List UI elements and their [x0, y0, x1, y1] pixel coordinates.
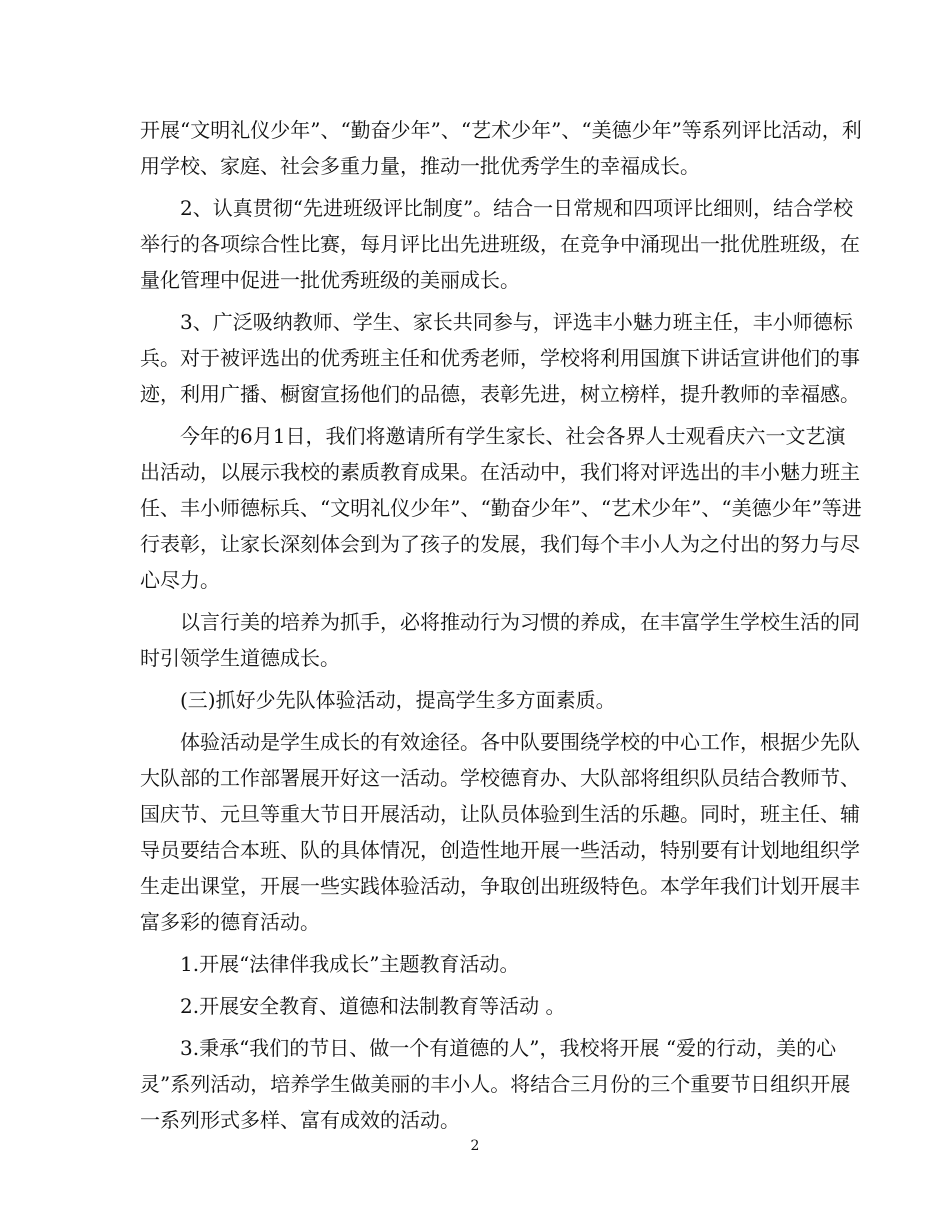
text-line: 以言行美的培养为抓手，必将推动行为习惯的养成，在丰富学生学校生活的同 — [140, 610, 860, 634]
paragraph-4 — [140, 418, 862, 598]
text-line: 出活动，以展示我校的素质教育成果。在活动中，我们将对评选出的丰小魅力班主 — [140, 460, 860, 484]
text-line: 兵。对于被评选出的优秀班主任和优秀老师，学校将利用国旗下讲话宣讲他们的事 — [140, 346, 860, 370]
document-body — [140, 112, 862, 1138]
list-item-2 — [140, 988, 812, 1024]
text-line: (三)抓好少先队体验活动，提高学生多方面素质。 — [140, 688, 616, 712]
page-number: 2 — [470, 1138, 480, 1154]
text-line: 量化管理中促进一批优秀班级的美丽成长。 — [140, 268, 520, 292]
paragraph-1 — [140, 112, 862, 184]
section-heading — [140, 682, 812, 718]
paragraph-3 — [140, 304, 860, 412]
text-line: 迹，利用广播、橱窗宣扬他们的品德，表彰先进，树立榜样，提升教师的幸福感。 — [140, 382, 860, 406]
text-line: 举行的各项综合性比赛，每月评比出先进班级，在竞争中涌现出一批优胜班级，在 — [140, 232, 860, 256]
list-item-3 — [140, 1030, 851, 1138]
text-line: 国庆节、元旦等重大节日开展活动，让队员体验到生活的乐趣。同时，班主任、辅 — [140, 802, 860, 826]
text-line: 2、认真贯彻“先进班级评比制度”。结合一日常规和四项评比细则，结合学校 — [140, 196, 854, 220]
text-line: 用学校、家庭、社会多重力量，推动一批优秀学生的幸福成长。 — [140, 154, 700, 178]
text-line: 3.秉承“我们的节日、做一个有道德的人”，我校将开展 “爱的行动，美的心 — [140, 1036, 837, 1060]
text-line: 生走出课堂，开展一些实践体验活动，争取创出班级特色。本学年我们计划开展丰 — [140, 874, 860, 898]
text-line: 开展“文明礼仪少年”、“勤奋少年”、“艺术少年”、“美德少年”等系列评比活动，利 — [140, 118, 862, 142]
text-line: 富多彩的德育活动。 — [140, 910, 320, 934]
list-item-1 — [140, 946, 812, 982]
text-line: 导员要结合本班、队的具体情况，创造性地开展一些活动，特别要有计划地组织学 — [140, 838, 860, 862]
text-line: 任、丰小师德标兵、“文明礼仪少年”、“勤奋少年”、“艺术少年”、“美德少年”等进 — [140, 496, 862, 520]
text-line: 3、广泛吸纳教师、学生、家长共同参与，评选丰小魅力班主任，丰小师德标 — [140, 310, 853, 334]
text-line: 2.开展安全教育、道德和法制教育等活动 。 — [140, 994, 566, 1018]
text-line: 心尽力。 — [140, 568, 220, 592]
text-line: 一系列形式多样、富有成效的活动。 — [140, 1108, 460, 1132]
text-line: 灵”系列活动，培养学生做美丽的丰小人。将结合三月份的三个重要节日组织开展 — [140, 1072, 851, 1096]
text-line: 大队部的工作部署展开好这一活动。学校德育办、大队部将组织队员结合教师节、 — [140, 766, 860, 790]
text-line: 1.开展“法律伴我成长”主题教育活动。 — [140, 952, 520, 976]
text-line: 时引领学生道德成长。 — [140, 646, 340, 670]
paragraph-6 — [140, 724, 860, 940]
paragraph-5 — [140, 604, 860, 676]
text-line: 体验活动是学生成长的有效途径。各中队要围绕学校的中心工作，根据少先队 — [140, 730, 860, 754]
text-line: 今年的6月1日，我们将邀请所有学生家长、社会各界人士观看庆六一文艺演 — [140, 424, 846, 448]
paragraph-2 — [140, 190, 860, 298]
text-line: 行表彰，让家长深刻体会到为了孩子的发展，我们每个丰小人为之付出的努力与尽 — [140, 532, 860, 556]
